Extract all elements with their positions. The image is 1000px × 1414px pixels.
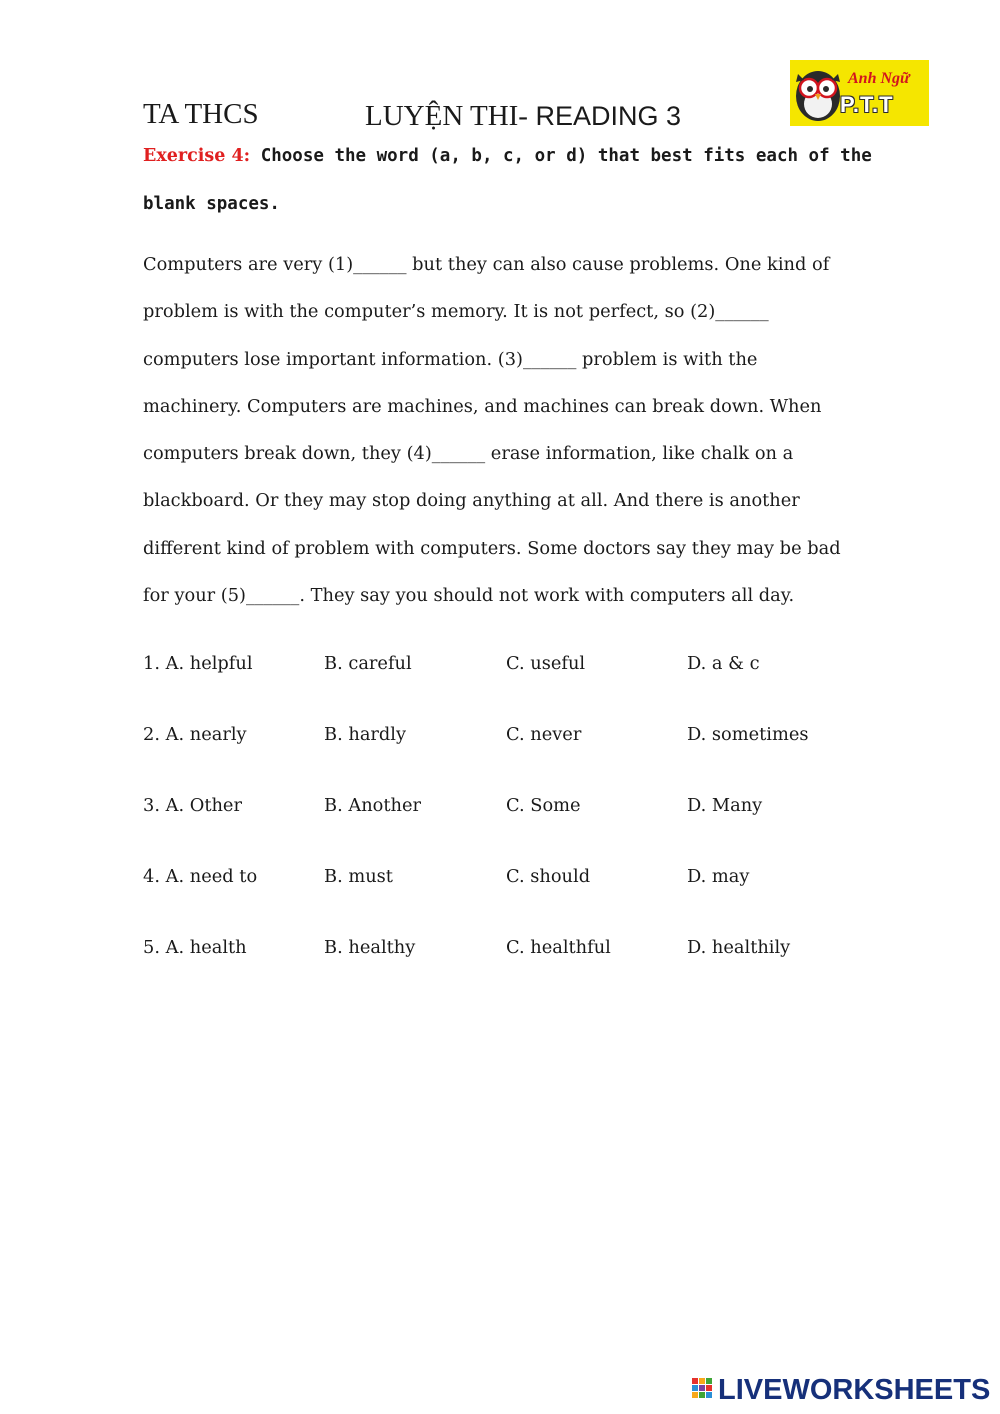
- question-row-2: [143, 716, 923, 787]
- option-b: B. careful: [324, 653, 412, 674]
- option-a: 5. A. health: [143, 937, 247, 958]
- question-row-1: [143, 645, 923, 716]
- passage-line: computers break down, they (4)______ erase information, like chalk on a: [143, 443, 794, 465]
- answer-options: [143, 645, 923, 1000]
- header-subject: TA THCS: [143, 98, 259, 130]
- option-d: D. Many: [687, 795, 763, 816]
- logo-text-bottom: P.T.T: [840, 92, 894, 117]
- passage-line: different kind of problem with computers. Some doctors say they may be bad: [143, 537, 841, 559]
- header-title: [365, 98, 681, 133]
- exercise-label: Exercise 4:: [143, 146, 251, 166]
- reading-passage: [143, 241, 913, 619]
- option-a: 4. A. need to: [143, 866, 258, 887]
- passage-line: problem is with the computer’s memory. It is not perfect, so (2)______: [143, 301, 769, 323]
- passage-line: blackboard. Or they may stop doing anything at all. And there is another: [143, 490, 800, 512]
- liveworksheets-logo: [692, 1374, 992, 1406]
- question-row-3: [143, 787, 923, 858]
- option-a: 3. A. Other: [143, 795, 242, 816]
- option-a: 1. A. helpful: [143, 653, 253, 674]
- option-b: B. must: [324, 866, 393, 887]
- header-title-part1: LUYỆN THI-: [365, 100, 528, 132]
- liveworksheets-squares-icon: [692, 1378, 714, 1402]
- liveworksheets-brand: LIVEWORKSHEETS: [718, 1374, 991, 1406]
- option-c: C. useful: [506, 653, 586, 674]
- option-c: C. never: [506, 724, 582, 745]
- option-b: B. healthy: [324, 937, 416, 958]
- option-b: B. Another: [324, 795, 421, 816]
- header-title-part2: READING 3: [527, 101, 682, 131]
- exercise-instruction-text: Choose the word (a, b, c, or d) that best fits each of the blank spaces.: [143, 146, 872, 214]
- option-c: C. should: [506, 866, 591, 887]
- option-d: D. healthily: [687, 937, 791, 958]
- option-b: B. hardly: [324, 724, 407, 745]
- question-row-4: [143, 858, 923, 929]
- school-logo: [790, 60, 929, 126]
- option-d: D. may: [687, 866, 750, 887]
- option-d: D. sometimes: [687, 724, 809, 745]
- passage-line: machinery. Computers are machines, and machines can break down. When: [143, 395, 822, 417]
- option-c: C. Some: [506, 795, 581, 816]
- option-c: C. healthful: [506, 937, 611, 958]
- option-d: D. a & c: [687, 653, 760, 674]
- exercise-instruction: [143, 132, 903, 228]
- option-a: 2. A. nearly: [143, 724, 247, 745]
- passage-line: for your (5)______. They say you should not work with computers all day.: [143, 585, 795, 607]
- passage-line: computers lose important information. (3)______ problem is with the: [143, 348, 758, 370]
- logo-text-top: Anh Ngữ: [848, 70, 910, 87]
- question-row-5: [143, 929, 923, 1000]
- passage-line: Computers are very (1)______ but they can also cause problems. One kind of: [143, 254, 830, 275]
